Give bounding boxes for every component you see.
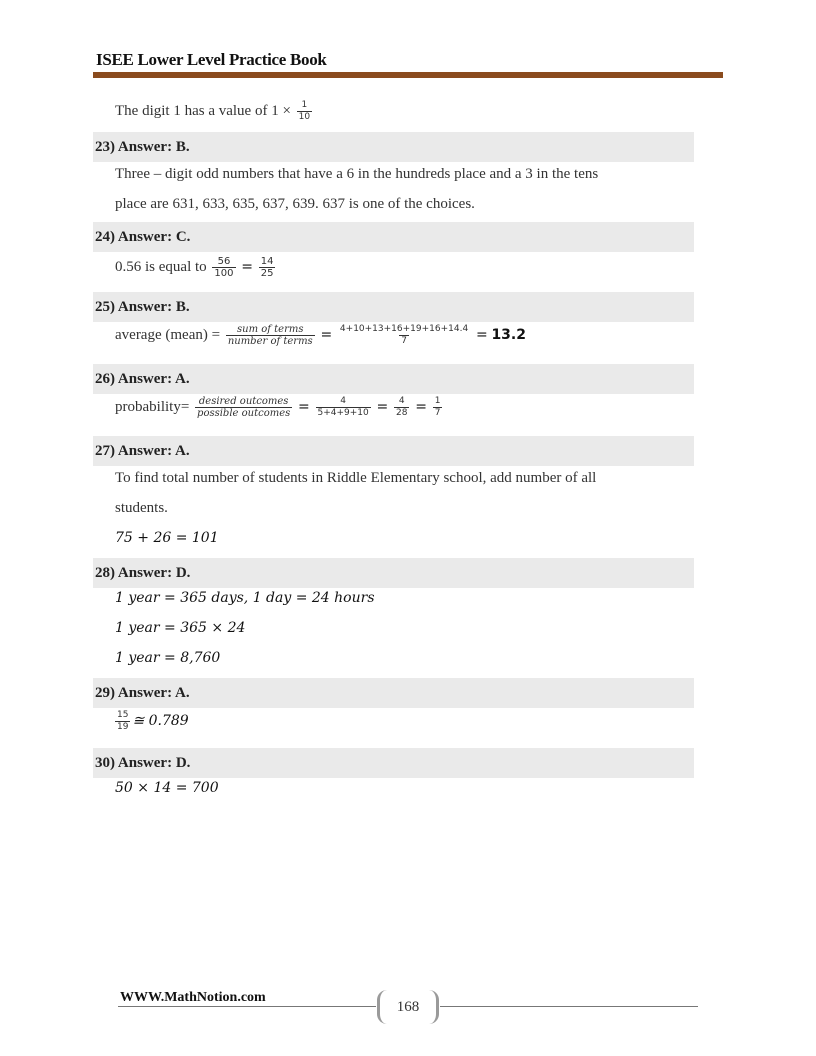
q24-line: 0.56 is equal to $\frac{56}{100}$ = $\frac{14}{25}$ (115, 256, 274, 279)
answer-bar-25: 25) Answer: B. (93, 292, 694, 322)
fraction: $\frac{\text{sum of terms}}{\text{number of terms}}$ (227, 324, 313, 347)
fraction: $\frac{1}{10}$ (298, 100, 311, 122)
answer-bar-24: 24) Answer: C. (93, 222, 694, 252)
fraction: $\frac{1}{7}$ (434, 396, 441, 418)
q25-line: average (mean) = $\frac{\text{sum of terms}}{\text{number of terms}}$ = $\frac{4+10+13+16+19+16+14.4}{7}$ = 13.2 (115, 324, 526, 347)
fraction: $\frac{\text{desired outcomes}}{\text{possible outcomes}}$ (197, 396, 291, 419)
fraction: $\frac{56}{100}$ (214, 256, 234, 279)
fraction: $\frac{4}{28}$ (396, 396, 408, 418)
q29-line: $\frac{15}{19}$ ≅ 0.789 (117, 710, 189, 732)
q25-text: average (mean) = (115, 326, 221, 343)
digit-line (115, 100, 314, 123)
header-title: ISEE Lower Level Practice Book (96, 50, 327, 69)
q24-text: 0.56 is equal to (115, 258, 207, 275)
footer-url[interactable]: WWW.MathNotion.com (120, 990, 266, 1005)
footer-rule-right (440, 1006, 698, 1007)
answer-bar-30: 30) Answer: D. (93, 748, 694, 778)
q30-math: 50 × 14 = 700 (115, 780, 219, 796)
fraction: $\frac{4}{5+4+9+10}$ (317, 396, 369, 418)
answer-bar-29: 29) Answer: A. (93, 678, 694, 708)
page-number: 168 (377, 990, 439, 1024)
answer-bar-26: 26) Answer: A. (93, 364, 694, 394)
answer-bar-27: 27) Answer: A. (93, 436, 694, 466)
digit-line-text: The digit 1 has a value of 1 × (115, 102, 291, 119)
footer-rule-left (118, 1006, 376, 1007)
header-rule (93, 72, 723, 78)
q26-text: probability= (115, 398, 190, 415)
q28-math-3: 1 year = 8,760 (115, 650, 221, 666)
q27-math: 75 + 26 = 101 (115, 530, 219, 546)
q28-math-2: 1 year = 365 × 24 (115, 620, 246, 636)
fraction: $\frac{4+10+13+16+19+16+14.4}{7}$ (339, 324, 469, 346)
q28-math-1: 1 year = 365 days, 1 day = 24 hours (115, 590, 375, 606)
q27-line2: students. (115, 500, 168, 516)
q23-line2: place are 631, 633, 635, 637, 639. 637 is one of the choices. (115, 196, 475, 212)
q26-line: probability= $\frac{\text{desired outcomes}}{\text{possible outcomes}}$ = $\frac{4}{5+4+9+10}$ = $\frac{4}{28}$ = $\frac{1}{7}$ (115, 396, 441, 419)
fraction: $\frac{15}{19}$ (117, 710, 129, 732)
q27-line1: To find total number of students in Riddle Elementary school, add number of all (115, 470, 597, 486)
q23-line1: Three – digit odd numbers that have a 6 in the hundreds place and a 3 in the tens (115, 166, 599, 182)
fraction: $\frac{14}{25}$ (260, 256, 274, 279)
answer-bar-28: 28) Answer: D. (93, 558, 694, 588)
q25-result: 13.2 (491, 326, 526, 343)
answer-bar-23: 23) Answer: B. (93, 132, 694, 162)
